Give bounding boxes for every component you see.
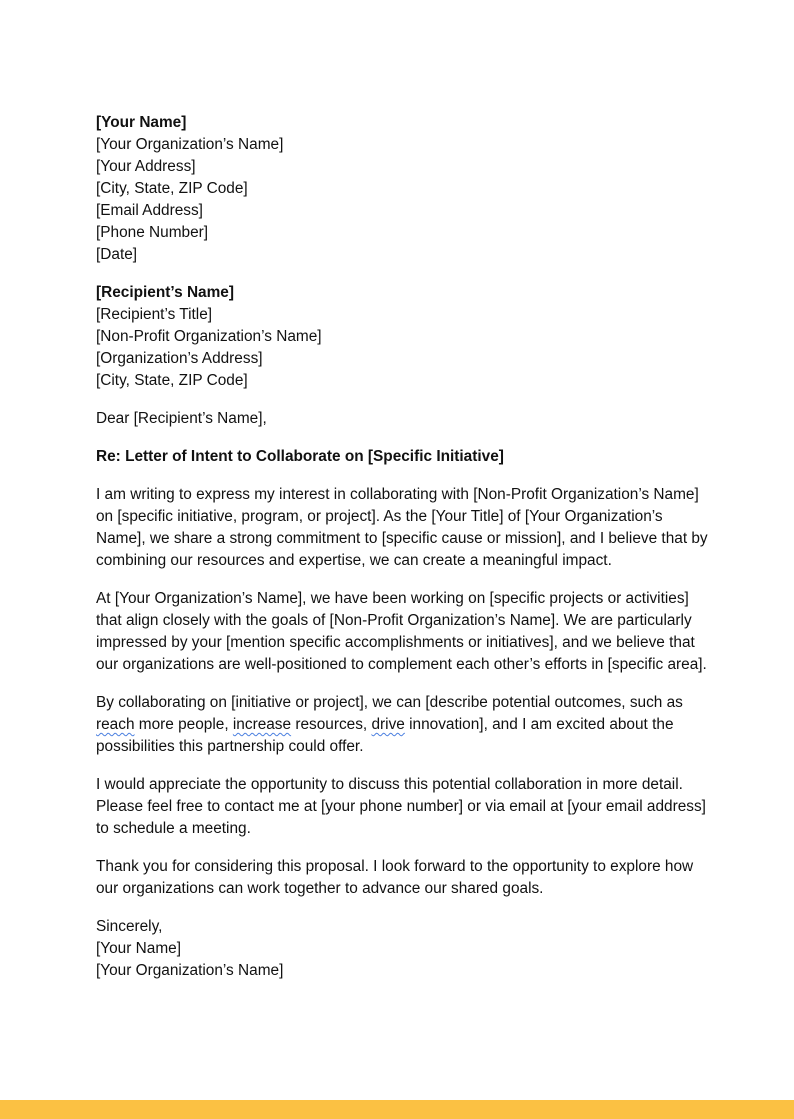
valediction: Sincerely,	[96, 918, 163, 935]
sender-address: [Your Address]	[96, 158, 196, 175]
closing-name: [Your Name]	[96, 940, 181, 957]
closing-block	[96, 916, 716, 982]
body-paragraph-4: I would appreciate the opportunity to discuss this potential collaboration in more detail. Please feel free to contact me at [your phone number] or via email at [your email address] to schedule a meeting.	[96, 776, 706, 837]
recipient-organization: [Non-Profit Organization’s Name]	[96, 328, 322, 345]
body-paragraph-3-text: resources,	[291, 716, 372, 733]
recipient-city-state-zip: [City, State, ZIP Code]	[96, 372, 248, 389]
body-paragraph-3	[96, 692, 716, 758]
body-paragraph-1: I am writing to express my interest in collaborating with [Non-Profit Organization’s Name] on [specific initiative, program, or project]. As the [Your Title] of [Your Organization’s Name], we share a strong commitment to [specific cause or mission], and I believe that by combining our resources and expertise, we can create a meaningful impact.	[96, 486, 708, 569]
letter-page	[96, 112, 716, 982]
body-paragraph-2: At [Your Organization’s Name], we have been working on [specific projects or activities] that align closely with the goals of [Non-Profit Organization’s Name]. We are particularly impressed by your [mention specific accomplishments or initiatives], and we believe that our organizations are well-positioned to complement each other’s efforts in [specific area].	[96, 590, 707, 673]
recipient-block	[96, 282, 716, 392]
sender-city-state-zip: [City, State, ZIP Code]	[96, 180, 248, 197]
spellcheck-word[interactable]: drive	[371, 716, 405, 733]
closing-organization: [Your Organization’s Name]	[96, 962, 284, 979]
salutation: Dear [Recipient’s Name],	[96, 410, 267, 427]
sender-organization: [Your Organization’s Name]	[96, 136, 284, 153]
sender-email: [Email Address]	[96, 202, 203, 219]
spellcheck-word[interactable]: reach	[96, 716, 135, 733]
recipient-title: [Recipient’s Title]	[96, 306, 213, 323]
body-paragraph-3-text: By collaborating on [initiative or project], we can [describe potential outcomes, such as	[96, 694, 683, 711]
footer-accent-bar	[0, 1100, 794, 1119]
sender-name: [Your Name]	[96, 114, 187, 131]
body-paragraph-3-text: innovation], and I am excited about the possibilities this partnership could offer.	[96, 716, 674, 755]
recipient-name: [Recipient’s Name]	[96, 284, 234, 301]
sender-phone: [Phone Number]	[96, 224, 209, 241]
body-paragraph-5: Thank you for considering this proposal. I look forward to the opportunity to explore how our organizations can work together to advance our shared goals.	[96, 858, 694, 897]
recipient-address: [Organization’s Address]	[96, 350, 263, 367]
spellcheck-word[interactable]: increase	[232, 716, 292, 733]
sender-block	[96, 112, 716, 266]
subject-line: Re: Letter of Intent to Collaborate on [Specific Initiative]	[96, 448, 504, 465]
letter-date: [Date]	[96, 246, 138, 263]
body-paragraph-3-text: more people,	[134, 716, 233, 733]
